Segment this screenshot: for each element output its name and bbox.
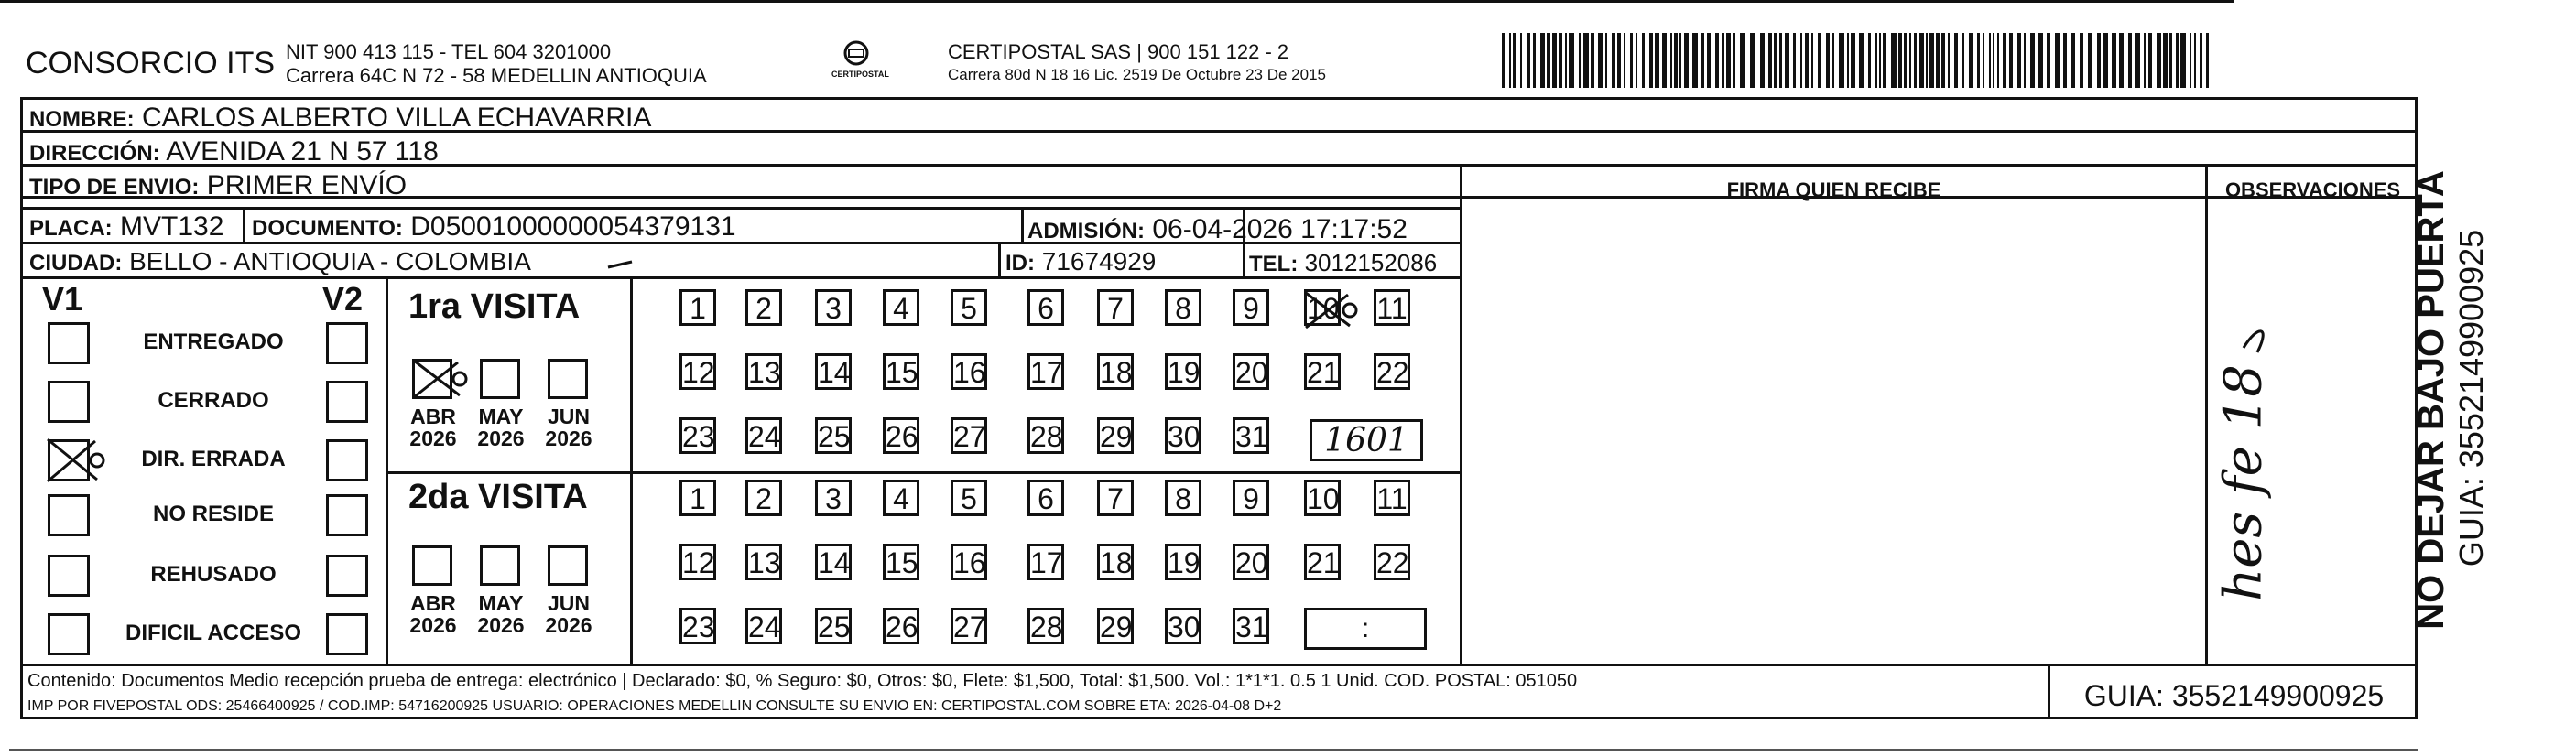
first-visit-day-box[interactable]: 16 (951, 353, 987, 390)
second-visit-day-box[interactable]: 20 (1233, 544, 1269, 580)
second-visit-time-box[interactable]: : (1304, 608, 1427, 650)
second-visit-day-box[interactable]: 7 (1097, 480, 1134, 516)
second-visit-day-box[interactable]: 15 (883, 544, 919, 580)
first-visit-day-box[interactable]: 10 (1304, 289, 1341, 326)
certipostal-logo (831, 37, 889, 88)
tipo-value: PRIMER ENVÍO (206, 170, 408, 200)
second-visit-day-box[interactable]: 25 (815, 608, 852, 644)
first-visit-day-box[interactable]: 2 (745, 289, 782, 326)
first-visit-day-box[interactable]: 24 (745, 417, 782, 454)
first-visit-day-box[interactable]: 19 (1165, 353, 1201, 390)
second-visit-day-box[interactable]: 30 (1165, 608, 1201, 644)
placa-cell (29, 211, 223, 243)
status-label: NO RESIDE (152, 502, 275, 526)
second-visit-day-box[interactable]: 10 (1304, 480, 1341, 516)
first-visit-day-box[interactable]: 18 (1097, 353, 1134, 390)
second-visit-month-checkbox[interactable] (480, 545, 520, 586)
second-visit-day-box[interactable]: 21 (1304, 544, 1341, 580)
first-visit-day-box[interactable]: 11 (1374, 289, 1410, 326)
second-visit-day-box[interactable]: 12 (679, 544, 716, 580)
second-visit-day-box[interactable]: 24 (745, 608, 782, 644)
v1-checkbox[interactable] (48, 381, 90, 423)
direccion-value: AVENIDA 21 N 57 118 (166, 136, 439, 167)
documento-value: D05001000000054379131 (410, 211, 736, 242)
second-visit-month-label: MAY (478, 591, 524, 615)
documento-label: DOCUMENTO: (252, 216, 403, 241)
second-visit-day-box[interactable]: 16 (951, 544, 987, 580)
first-visit-day-box[interactable]: 27 (951, 417, 987, 454)
carrier-line2: Carrera 80d N 18 16 Lic. 2519 De Octubre 23 De 2015 (948, 66, 1326, 83)
id-cell (1005, 247, 1156, 276)
second-visit-year-label: 2026 (545, 613, 592, 637)
tipo-row (29, 170, 407, 201)
second-visit-day-box[interactable]: 14 (815, 544, 852, 580)
ciudad-cell (29, 247, 531, 276)
second-visit-day-box[interactable]: 28 (1027, 608, 1064, 644)
status-label: REHUSADO (150, 562, 277, 587)
first-visit-day-box[interactable]: 28 (1027, 417, 1064, 454)
top-rule (0, 0, 2234, 3)
second-visit-day-box[interactable]: 17 (1027, 544, 1064, 580)
first-visit-day-box[interactable]: 30 (1165, 417, 1201, 454)
second-visit-day-box[interactable]: 26 (883, 608, 919, 644)
second-visit-day-box[interactable]: 4 (883, 480, 919, 516)
direccion-label: DIRECCIÓN: (29, 141, 160, 166)
first-visit-day-box[interactable]: 4 (883, 289, 919, 326)
first-visit-day-box[interactable]: 29 (1097, 417, 1134, 454)
v2-label: V2 (322, 280, 364, 318)
side-guia: GUIA: 3552149900925 (2452, 229, 2490, 567)
v1-checkbox[interactable] (48, 613, 90, 655)
footer-line1: Contenido: Documentos Medio recepción prueba de entrega: electrónico | Declarado: $0, % Seguro: $0, Otros: $0, Flete: $1,500, Total: $1,500. Vol.: 1*1*1. 0.5 1 Unid. COD. POSTAL: 051050 (27, 671, 1578, 691)
second-visit-day-box[interactable]: 1 (679, 480, 716, 516)
placa-label: PLACA: (29, 216, 113, 241)
admision-value: 06-04-2026 17:17:52 (1152, 214, 1408, 244)
second-visit-year-label: 2026 (477, 613, 525, 637)
second-visit-day-box[interactable]: 11 (1374, 480, 1410, 516)
second-visit-month-checkbox[interactable] (548, 545, 588, 586)
firma-header: FIRMA QUIEN RECIBE (1726, 178, 1941, 201)
second-visit-day-box[interactable]: 9 (1233, 480, 1269, 516)
second-visit-day-box[interactable]: 8 (1165, 480, 1201, 516)
v2-checkbox[interactable] (326, 613, 368, 655)
first-visit-month-checkbox[interactable] (548, 359, 588, 399)
first-visit-day-box[interactable]: 21 (1304, 353, 1341, 390)
first-visit-year-label: 2026 (409, 427, 457, 450)
v2-checkbox[interactable] (326, 439, 368, 481)
tel-cell (1249, 249, 1437, 277)
footer-guia: GUIA: 3552149900925 (2083, 679, 2385, 712)
first-visit-month-checkbox[interactable] (480, 359, 520, 399)
direccion-row (29, 136, 439, 167)
abr-month-check-mark (412, 359, 465, 399)
first-visit-day-box[interactable]: 12 (679, 353, 716, 390)
first-visit-year-label: 2026 (545, 427, 592, 450)
handwritten-dash (606, 258, 634, 271)
tipo-label: TIPO DE ENVIO: (29, 175, 200, 200)
nombre-row (29, 103, 651, 134)
second-visit-day-box[interactable]: 5 (951, 480, 987, 516)
status-label: ENTREGADO (143, 329, 284, 354)
first-visit-day-box[interactable]: 9 (1233, 289, 1269, 326)
first-visit-day-box[interactable]: 25 (815, 417, 852, 454)
ciudad-value: BELLO - ANTIOQUIA - COLOMBIA (129, 247, 531, 275)
observaciones-header: OBSERVACIONES (2224, 178, 2401, 201)
status-label: CERRADO (158, 388, 269, 413)
second-visit-day-box[interactable]: 6 (1027, 480, 1064, 516)
first-visit-year-label: 2026 (477, 427, 525, 450)
first-visit-day-box[interactable]: 13 (745, 353, 782, 390)
second-visit-month-label: JUN (547, 591, 590, 615)
v2-checkbox[interactable] (326, 555, 368, 597)
company-line2: Carrera 64C N 72 - 58 MEDELLIN ANTIOQUIA (286, 64, 707, 87)
handwritten-mark (2239, 320, 2276, 357)
tel-label: TEL: (1249, 252, 1299, 276)
second-visit-day-box[interactable]: 3 (815, 480, 852, 516)
first-visit-month-label: MAY (478, 405, 524, 428)
second-visit-day-box[interactable]: 23 (679, 608, 716, 644)
second-visit-year-label: 2026 (409, 613, 457, 637)
barcode (1502, 33, 2216, 88)
first-visit-day-box[interactable]: 31 (1233, 417, 1269, 454)
status-label: DIR. ERRADA (141, 447, 286, 471)
documento-cell (252, 211, 736, 243)
first-visit-title: 1ra VISITA (408, 287, 581, 326)
second-visit-day-box[interactable]: 13 (745, 544, 782, 580)
second-visit-day-box[interactable]: 2 (745, 480, 782, 516)
first-visit-day-box[interactable]: 15 (883, 353, 919, 390)
dir-errada-check-mark (46, 437, 103, 483)
handwritten-observation: hes fe 18 (2213, 364, 2274, 601)
second-visit-day-box[interactable]: 27 (951, 608, 987, 644)
first-visit-day-box[interactable]: 17 (1027, 353, 1064, 390)
admision-label: ADMISIÓN: (1027, 219, 1145, 243)
first-visit-day-box[interactable]: 26 (883, 417, 919, 454)
second-visit-title: 2da VISITA (408, 478, 588, 516)
second-visit-day-box[interactable]: 22 (1374, 544, 1410, 580)
first-visit-month-label: JUN (547, 405, 590, 428)
footer-line2: IMP POR FIVEPOSTAL ODS: 25466400925 / COD.IMP: 54716200925 USUARIO: OPERACIONES MEDELLIN CONSULTE SU ENVIO EN: CERTIPOSTAL.COM SOBRE ETA: 2026-04-08 D+2 (27, 698, 1282, 714)
v2-checkbox[interactable] (326, 494, 368, 536)
v2-checkbox[interactable] (326, 322, 368, 364)
admision-cell (1027, 214, 1408, 245)
first-visit-day-box[interactable]: 22 (1374, 353, 1410, 390)
first-visit-day-box[interactable]: 5 (951, 289, 987, 326)
v1-label: V1 (42, 280, 83, 318)
company-name: CONSORCIO ITS (26, 46, 276, 81)
first-visit-day-box[interactable]: 6 (1027, 289, 1064, 326)
v1-checkbox[interactable] (48, 322, 90, 364)
nombre-label: NOMBRE: (29, 107, 135, 132)
day-10-check-mark (1304, 291, 1355, 329)
v1-checkbox[interactable] (48, 494, 90, 536)
carrier-line1: CERTIPOSTAL SAS | 900 151 122 - 2 (948, 40, 1289, 63)
first-visit-day-box[interactable]: 7 (1097, 289, 1134, 326)
first-visit-day-box[interactable]: 14 (815, 353, 852, 390)
second-visit-day-box[interactable]: 31 (1233, 608, 1269, 644)
second-visit-day-box[interactable]: 18 (1097, 544, 1134, 580)
nombre-value: CARLOS ALBERTO VILLA ECHAVARRIA (142, 103, 652, 133)
v1-checkbox[interactable] (48, 555, 90, 597)
v2-checkbox[interactable] (326, 381, 368, 423)
first-visit-time-box[interactable]: 1601 (1310, 419, 1423, 461)
company-line1: NIT 900 413 115 - TEL 604 3201000 (286, 40, 612, 63)
status-label: DIFICIL ACCESO (125, 621, 301, 645)
first-visit-day-box[interactable]: 23 (679, 417, 716, 454)
second-visit-month-checkbox[interactable] (412, 545, 452, 586)
tel-value: 3012152086 (1304, 249, 1438, 276)
first-visit-day-box[interactable]: 20 (1233, 353, 1269, 390)
placa-value: MVT132 (120, 211, 224, 242)
first-visit-day-box[interactable]: 1 (679, 289, 716, 326)
second-visit-day-box[interactable]: 19 (1165, 544, 1201, 580)
second-visit-month-label: ABR (410, 591, 456, 615)
id-value: 71674929 (1041, 247, 1157, 275)
id-label: ID: (1005, 251, 1035, 275)
ciudad-label: CIUDAD: (29, 251, 123, 275)
first-visit-day-box[interactable]: 8 (1165, 289, 1201, 326)
first-visit-month-label: ABR (410, 405, 456, 428)
first-visit-day-box[interactable]: 3 (815, 289, 852, 326)
logo-text: CERTIPOSTAL (831, 70, 889, 79)
no-dejar-bajo-puerta: NO DEJAR BAJO PUERTA (2411, 170, 2451, 630)
second-visit-day-box[interactable]: 29 (1097, 608, 1134, 644)
